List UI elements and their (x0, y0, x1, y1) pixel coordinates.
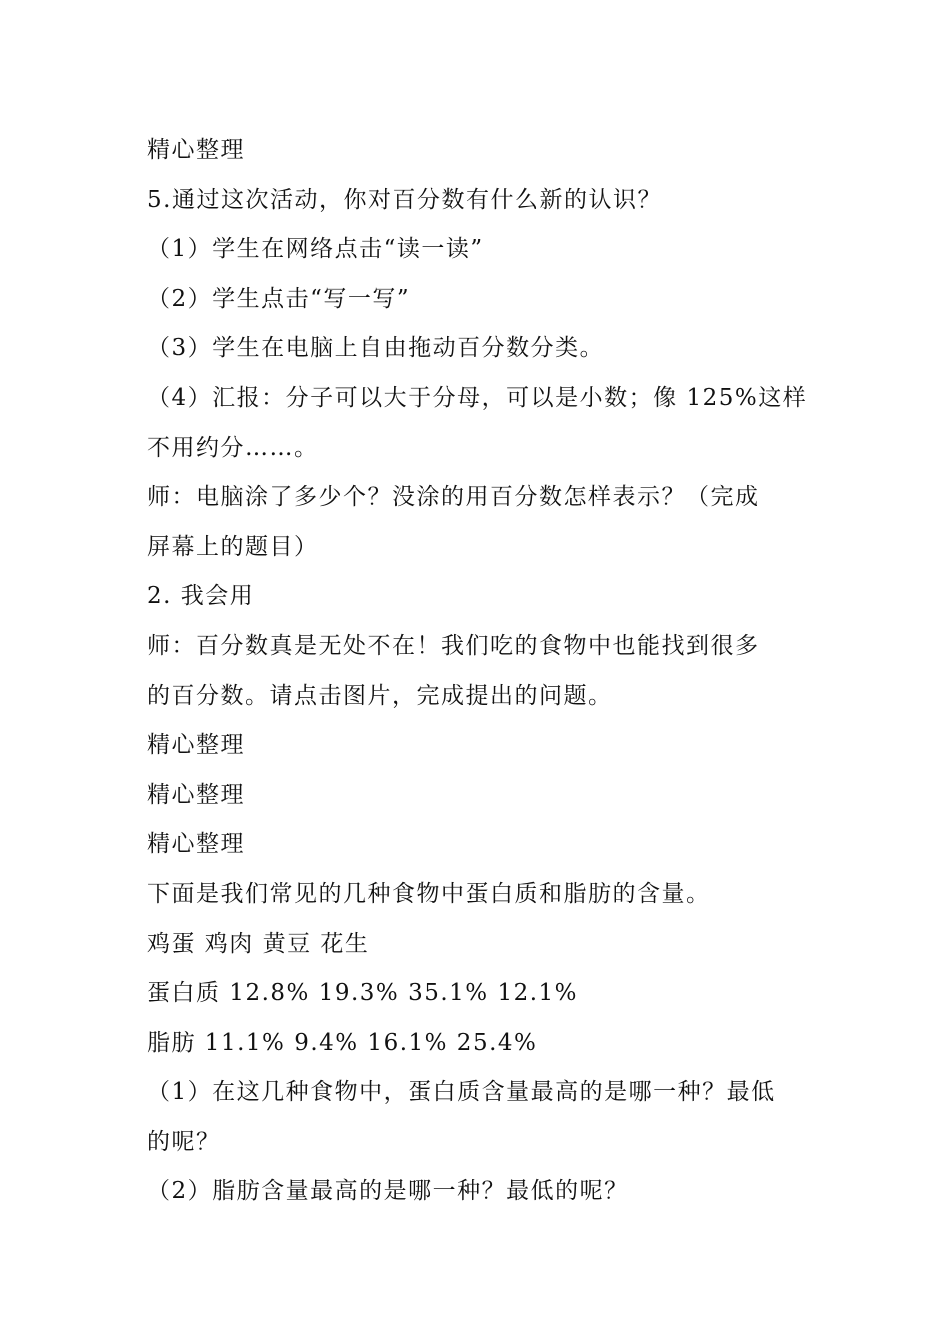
text-line: （2）脂肪含量最高的是哪一种？最低的呢？ (147, 1178, 629, 1205)
text-line: （1）学生在网络点击“读一读” (147, 236, 484, 263)
text-line: 师：电脑涂了多少个？没涂的用百分数怎样表示？（完成 (147, 484, 760, 511)
text-line: 脂肪 11.1% 9.4% 16.1% 25.4% (147, 1029, 538, 1056)
text-line: 5.通过这次活动，你对百分数有什么新的认识？ (147, 186, 662, 213)
text-line: 屏幕上的题目） (147, 533, 319, 560)
text-line: 师：百分数真是无处不在！我们吃的食物中也能找到很多 (147, 632, 760, 659)
text-line: 2. 我会用 (147, 583, 255, 610)
text-line: （4）汇报：分子可以大于分母，可以是小数；像 125%这样 (147, 384, 808, 411)
text-line: 鸡蛋 鸡肉 黄豆 花生 (147, 930, 370, 957)
text-line: 的百分数。请点击图片，完成提出的问题。 (147, 682, 613, 709)
text-line: 蛋白质 12.8% 19.3% 35.1% 12.1% (147, 980, 579, 1007)
text-line: 精心整理 (147, 781, 245, 808)
text-line: 不用约分……。 (147, 434, 319, 461)
text-line: （3）学生在电脑上自由拖动百分数分类。 (147, 335, 605, 362)
text-line: （1）在这几种食物中，蛋白质含量最高的是哪一种？最低 (147, 1079, 776, 1106)
text-line: 的呢？ (147, 1128, 221, 1155)
document-body (147, 126, 817, 1217)
text-line: （2）学生点击“写一写” (147, 285, 411, 312)
text-line: 精心整理 (147, 831, 245, 858)
text-line: 精心整理 (147, 137, 245, 163)
text-line: 下面是我们常见的几种食物中蛋白质和脂肪的含量。 (147, 880, 711, 907)
text-line: 精心整理 (147, 732, 245, 759)
